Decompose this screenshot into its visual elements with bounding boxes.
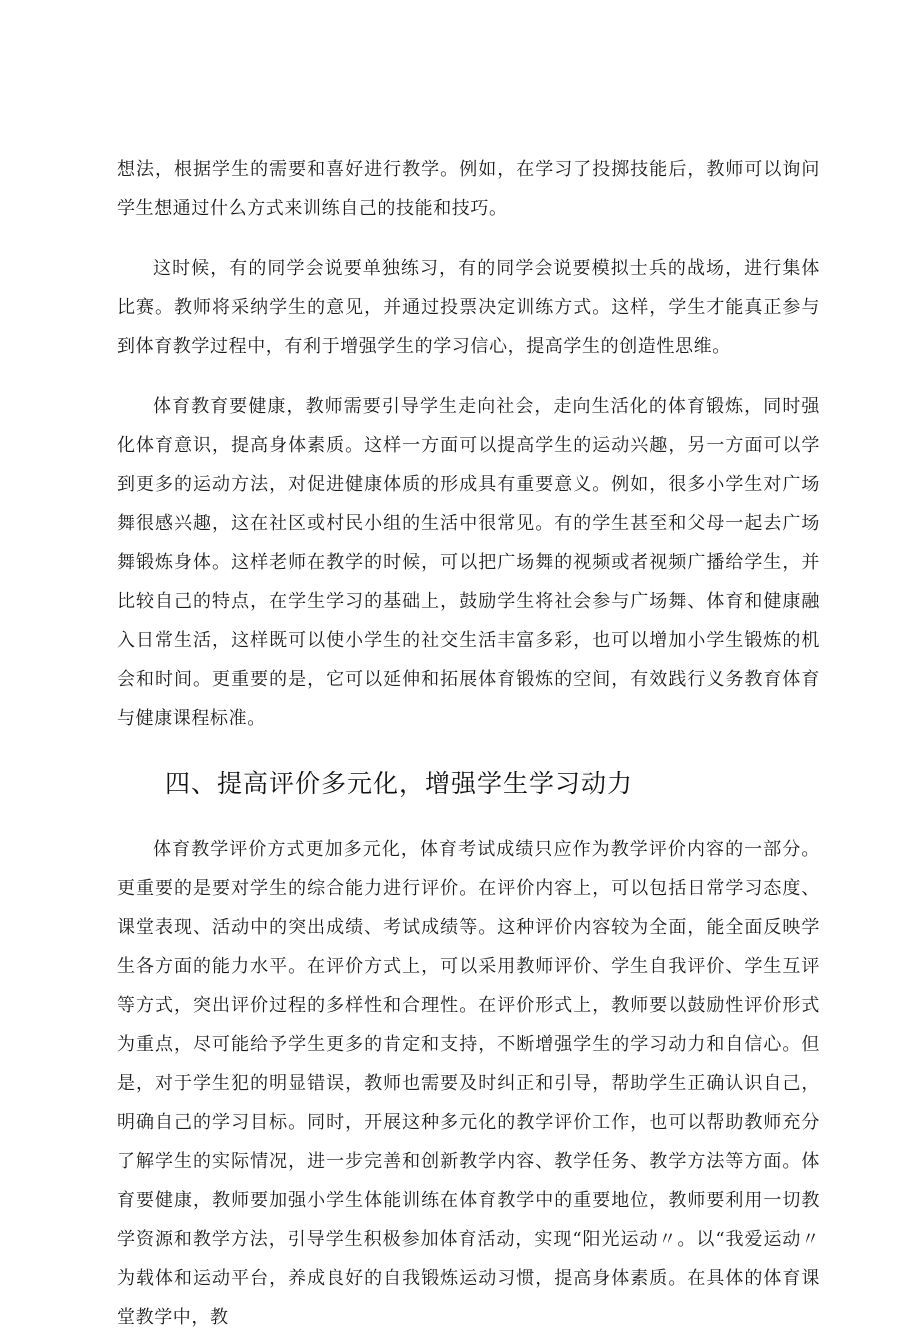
section-heading: 四、提高评价多元化，增强学生学习动力 bbox=[165, 769, 634, 798]
document-body bbox=[117, 150, 820, 1337]
paragraph-social-sports: 体育教育要健康，教师需要引导学生走向社会，走向生活化的体育锻炼，同时强化体育意识，提高身体素质。这样一方面可以提高学生的运动兴趣，另一方面可以学到更多的运动方法，对促进健康体质的形成具有重要意义。例如，很多小学生对广场舞很感兴趣，这在社区或村民小组的生活中很常见。有的学生甚至和父母一起去广场舞锻炼身体。这样老师在教学的时候，可以把广场舞的视频或者视频广播给学生，并比较自己的特点，在学生学习的基础上，鼓励学生将社会参与广场舞、体育和健康融入日常生活，这样既可以使小学生的社交生活丰富多彩，也可以增加小学生锻炼的机会和时间。更重要的是，它可以延伸和拓展体育锻炼的空间，有效践行义务教育体育与健康课程标准。 bbox=[117, 396, 820, 729]
heading-spacer bbox=[117, 804, 820, 830]
paragraph-evaluation: 体育教学评价方式更加多元化，体育考试成绩只应作为教学评价内容的一部分。更重要的是要对学生的综合能力进行评价。在评价内容上，可以包括日常学习态度、课堂表现、活动中的突出成绩、考试成绩等。这种评价内容较为全面，能全面反映学生各方面的能力水平。在评价方式上，可以采用教师评价、学生自我评价、学生互评等方式，突出评价过程的多样性和合理性。在评价形式上，教师要以鼓励性评价形式为重点，尽可能给予学生更多的肯定和支持，不断增强学生的学习动力和自信心。但是，对于学生犯的明显错误，教师也需要及时纠正和引导，帮助学生正确认识自己，明确自己的学习目标。同时，开展这种多元化的教学评价工作，也可以帮助教师充分了解学生的实际情况，进一步完善和创新教学内容、教学任务、教学方法等方面。体育要健康，教师要加强小学生体能训练在体育教学中的重要地位，教师要利用一切教学资源和教学方法，引导学生积极参加体育活动，实现“阳光运动〃。以“我爱运动〃为载体和运动平台，养成良好的自我锻炼运动习惯，提高身体素质。在具体的体育课堂教学中，教 bbox=[117, 839, 820, 1328]
paragraph-continuation: 想法，根据学生的需要和喜好进行教学。例如，在学习了投掷技能后，教师可以询问学生想通过什么方式来训练自己的技能和技巧。 bbox=[117, 159, 820, 219]
heading-spacer bbox=[117, 738, 820, 764]
paragraph-student-choice: 这时候，有的同学会说要单独练习，有的同学会说要模拟士兵的战场，进行集体比赛。教师将采纳学生的意见，并通过投票决定训练方式。这样，学生才能真正参与到体育教学过程中，有利于增强学生的学习信心，提高学生的创造性思维。 bbox=[117, 258, 820, 357]
paragraph-spacer bbox=[117, 228, 820, 249]
paragraph-spacer bbox=[117, 366, 820, 387]
